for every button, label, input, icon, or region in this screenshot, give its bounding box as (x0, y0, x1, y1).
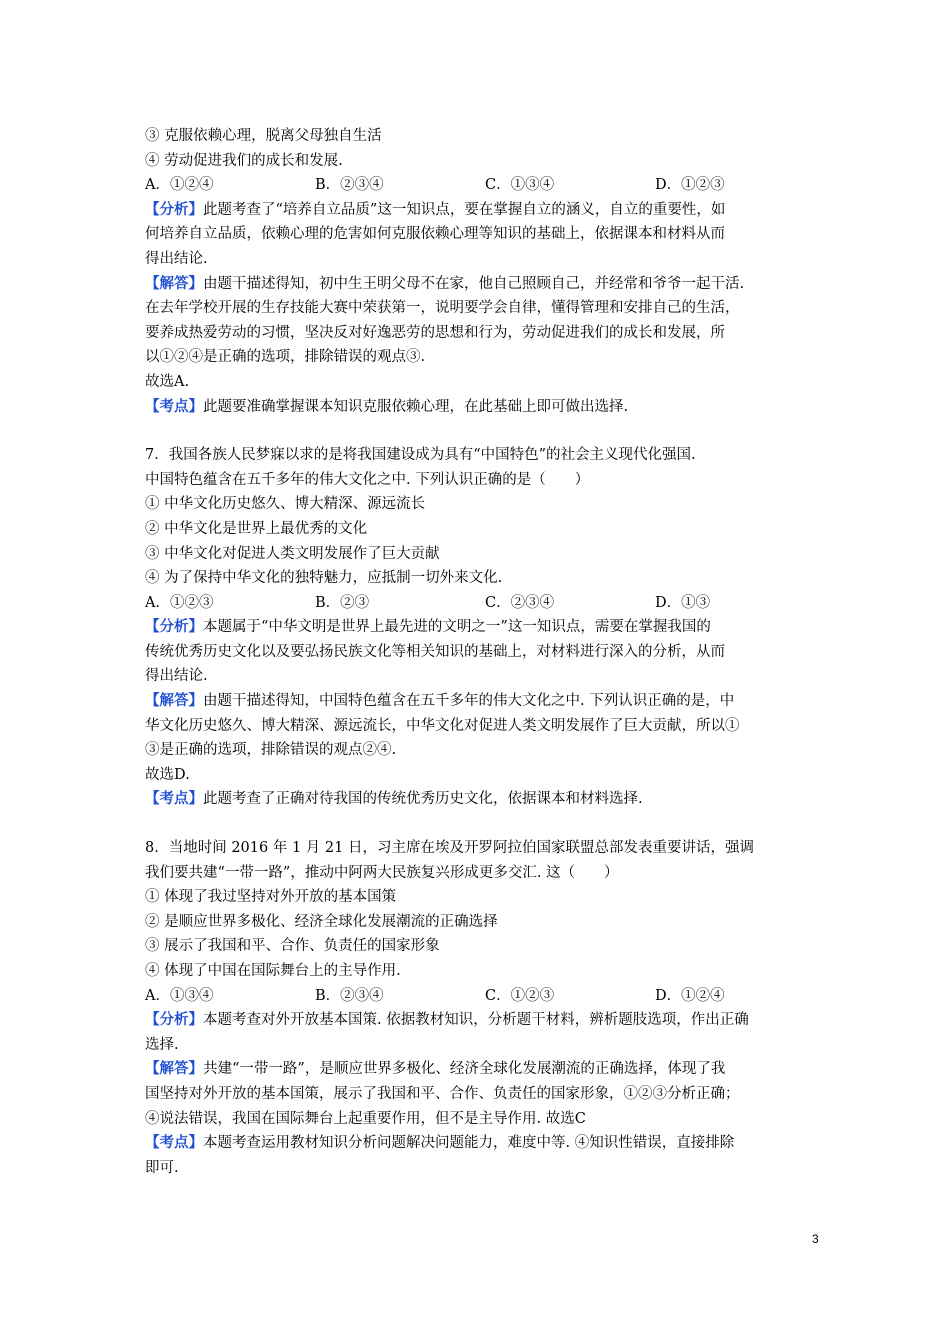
q7-analysis-line-1: 【分析】本题属于“中华文明是世界上最先进的文明之一”这一知识点，需要在掌握我国的 (145, 618, 711, 636)
q7-stem-line-2: 中国特色蕴含在五千多年的伟大文化之中. 下列认识正确的是（ ） (145, 471, 590, 488)
q7-answer-line-1: 【解答】由题干描述得知，中国特色蕴含在五千多年的伟大文化之中. 下列认识正确的是，中 (145, 692, 735, 710)
q7-item-3: ③ 中华文化对促进人类文明发展作了巨大贡献 (145, 545, 440, 562)
q8-stem-line-2: 我们要共建“一带一路”，推动中阿两大民族复兴形成更多交汇. 这（ ） (145, 864, 619, 881)
q6-option-c: C．①③④ (485, 177, 555, 194)
q8-item-2: ② 是顺应世界多极化、经济全球化发展潮流的正确选择 (145, 913, 498, 930)
q8-analysis-line-2: 选择. (145, 1036, 179, 1053)
q7-option-a: A．①②③ (145, 594, 214, 611)
point-tag: 【考点】 (145, 790, 203, 808)
answer-tag: 【解答】 (145, 274, 203, 292)
point-tag: 【考点】 (145, 1134, 203, 1152)
q7-analysis-line-3: 得出结论. (145, 668, 208, 685)
q6-analysis-line-3: 得出结论. (145, 250, 208, 267)
q8-answer-line-1: 【解答】共建“一带一路”，是顺应世界多极化、经济全球化发展潮流的正确选择，体现了我 (145, 1060, 726, 1078)
q7-answer-line-4: 故选D. (145, 766, 190, 783)
q8-point-line-2: 即可. (145, 1159, 179, 1176)
q6-option-a: A．①②④ (145, 177, 214, 194)
analysis-tag: 【分析】 (145, 618, 203, 636)
q6-answer-line-4: 以①②④是正确的选项，排除错误的观点③. (145, 349, 426, 366)
q6-answer-line-2: 在去年学校开展的生存技能大赛中荣获第一，说明要学会自律，懂得管理和安排自己的生活， (145, 300, 740, 317)
q6-options (145, 173, 825, 198)
q7-options (145, 591, 825, 616)
q6-option-b: B．②③④ (315, 177, 384, 194)
q7-option-c: C．②③④ (485, 594, 555, 611)
q8-item-4: ④ 体现了中国在国际舞台上的主导作用. (145, 963, 401, 979)
q8-stem-line-1: 8．当地时间 2016 年 1 月 21 日，习主席在埃及开罗阿拉伯国家联盟总部发表重要讲话，强调 (145, 840, 754, 857)
q8-point-line-1: 【考点】本题考查运用教材知识分析问题解决问题能力，难度中等. ④知识性错误，直接排除 (145, 1134, 735, 1152)
q7-item-1: ① 中华文化历史悠久、博大精深、源远流长 (145, 496, 426, 513)
q7-item-2: ② 中华文化是世界上最优秀的文化 (145, 520, 368, 537)
q8-item-1: ① 体现了我过坚持对外开放的基本国策 (145, 889, 397, 906)
q8-item-3: ③ 展示了我国和平、合作、负责任的国家形象 (145, 938, 440, 955)
q6-answer-line-5: 故选A. (145, 373, 190, 390)
analysis-tag: 【分析】 (145, 1011, 203, 1029)
q7-answer-line-3: ③是正确的选项，排除错误的观点②④. (145, 742, 397, 759)
q6-option-d: D．①②③ (655, 177, 725, 194)
q8-answer-line-3: ④说法错误，我国在国际舞台上起重要作用，但不是主导作用. 故选C (145, 1110, 586, 1127)
q7-point: 【考点】此题考查了正确对待我国的传统优秀历史文化，依据课本和材料选择. (145, 790, 643, 808)
q7-item-4: ④ 为了保持中华文化的独特魅力，应抵制一切外来文化. (145, 570, 503, 587)
q8-option-b: B．②③④ (315, 987, 384, 1004)
answer-tag: 【解答】 (145, 1060, 203, 1078)
spacer (145, 812, 825, 836)
document-page (145, 124, 825, 1180)
q7-answer-line-2: 华文化历史悠久、博大精深、源远流长，中华文化对促进人类文明发展作了巨大贡献，所以① (145, 717, 740, 734)
point-tag: 【考点】 (145, 397, 203, 415)
q8-answer-line-2: 国坚持对外开放的基本国策，展示了我国和平、合作、负责任的国家形象，①②③分析正确； (145, 1085, 740, 1102)
q8-option-c: C．①②③ (485, 987, 555, 1004)
spacer (145, 419, 825, 443)
analysis-tag: 【分析】 (145, 200, 203, 218)
q8-analysis-line-1: 【分析】本题考查对外开放基本国策. 依据教材知识，分析题干材料，辨析题肢选项，作出正确 (145, 1011, 749, 1029)
q6-analysis-line-2: 何培养自立品质，依赖心理的危害如何克服依赖心理等知识的基础上，依据课本和材料从而 (145, 226, 725, 243)
q8-option-a: A．①③④ (145, 987, 214, 1004)
page-number: 3 (812, 1232, 819, 1246)
q6-item-4: ④ 劳动促进我们的成长和发展. (145, 152, 343, 169)
q7-stem-line-1: 7．我国各族人民梦寐以求的是将我国建设成为具有“中国特色”的社会主义现代化强国. (145, 447, 696, 464)
q6-answer-line-3: 要养成热爱劳动的习惯，坚决反对好逸恶劳的思想和行为，劳动促进我们的成长和发展，所 (145, 324, 725, 341)
q8-option-d: D．①②④ (655, 987, 725, 1004)
q7-analysis-line-2: 传统优秀历史文化以及要弘扬民族文化等相关知识的基础上，对材料进行深入的分析，从而 (145, 643, 725, 660)
q6-answer-line-1: 【解答】由题干描述得知，初中生王明父母不在家，他自己照顾自己，并经常和爷爷一起干活. (145, 274, 745, 292)
q8-options (145, 984, 825, 1009)
q7-option-d: D．①③ (655, 594, 711, 611)
q7-option-b: B．②③ (315, 594, 370, 611)
answer-tag: 【解答】 (145, 692, 203, 710)
q6-point: 【考点】此题要准确掌握课本知识克服依赖心理，在此基础上即可做出选择. (145, 397, 629, 415)
q6-item-3: ③ 克服依赖心理，脱离父母独自生活 (145, 128, 382, 144)
q6-analysis-line-1: 【分析】此题考查了“培养自立品质”这一知识点，要在掌握自立的涵义，自立的重要性，如 (145, 200, 726, 218)
